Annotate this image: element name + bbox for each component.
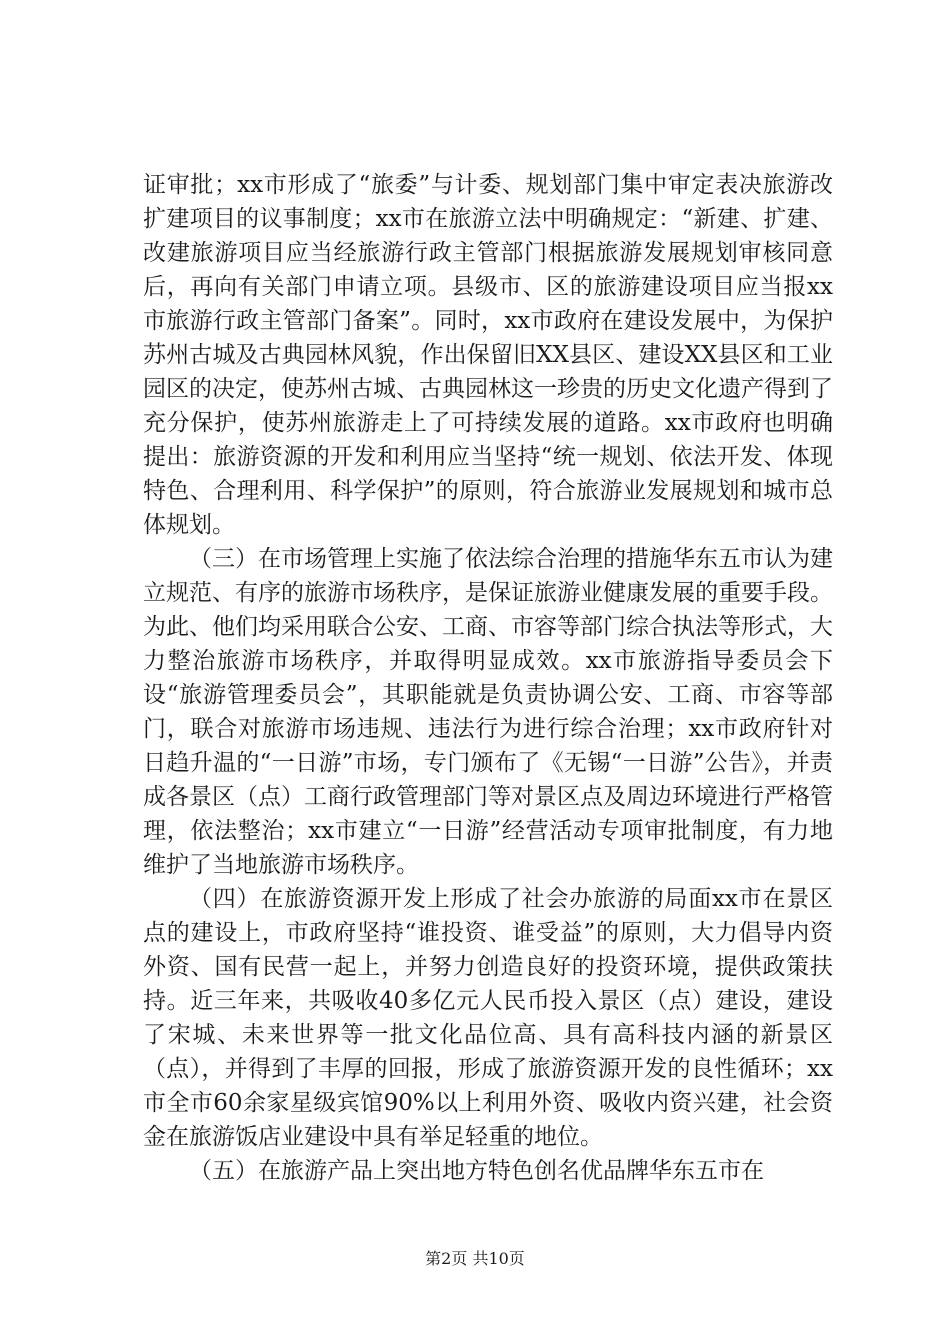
paragraph-continuation: 证审批；xx市形成了“旅委”与计委、规划部门集中审定表决旅游改扩建项目的议事制度；xx市在旅游立法中明确规定：“新建、扩建、改建旅游项目应当经旅游行政主管部门根据旅游发展规划审核同意后，再向有关部门申请立项。县级市、区的旅游建设项目应当报xx市旅游行政主管部门备案”。同时，xx市政府在建设发展中，为保护苏州古城及古典园林风貌，作出保留旧XX县区、建设XX县区和工业园区的决定，使苏州古城、古典园林这一珍贵的历史文化遗产得到了充分保护，使苏州旅游走上了可持续发展的道路。xx市政府也明确提出：旅游资源的开发和利用应当坚持“统一规划、依法开发、体现特色、合理利用、科学保护”的原则，符合旅游业发展规划和城市总体规划。 [143,172,833,538]
paragraph-section-3: （三）在市场管理上实施了依法综合治理的措施华东五市认为建立规范、有序的旅游市场秩序，是保证旅游业健康发展的重要手段。为此、他们均采用联合公安、工商、市容等部门综合执法等形式，大力整治旅游市场秩序，并取得明显成效。xx市旅游指导委员会下设“旅游管理委员会”，其职能就是负责协调公安、工商、市容等部门，联合对旅游市场违规、违法行为进行综合治理；xx市政府针对日趋升温的“一日游”市场，专门颁布了《无锡“一日游”公告》，并责成各景区（点）工商行政管理部门等对景区点及周边环境进行严格管理，依法整治；xx市建立“一日游”经营活动专项审批制度，有力地维护了当地旅游市场秩序。 [143,546,833,878]
paragraph-section-4: （四）在旅游资源开发上形成了社会办旅游的局面xx市在景区点的建设上，市政府坚持“谁投资、谁受益”的原则，大力倡导内资外资、国有民营一起上，并努力创造良好的投资环境，提供政策扶持。近三年来，共吸收40多亿元人民币投入景区（点）建设，建设了宋城、未来世界等一批文化品位高、具有高科技内涵的新景区（点），并得到了丰厚的回报，形成了旅游资源开发的良性循环；xx市全市60余家星级宾馆90%以上利用外资、吸收内资兴建，社会资金在旅游饭店业建设中具有举足轻重的地位。 [143,886,833,1150]
paragraph-section-5: （五）在旅游产品上突出地方特色创名优品牌华东五市在 [189,1158,764,1184]
document-body [143,168,833,1188]
page-number-footer: 第2页 共10页 [425,1249,525,1268]
